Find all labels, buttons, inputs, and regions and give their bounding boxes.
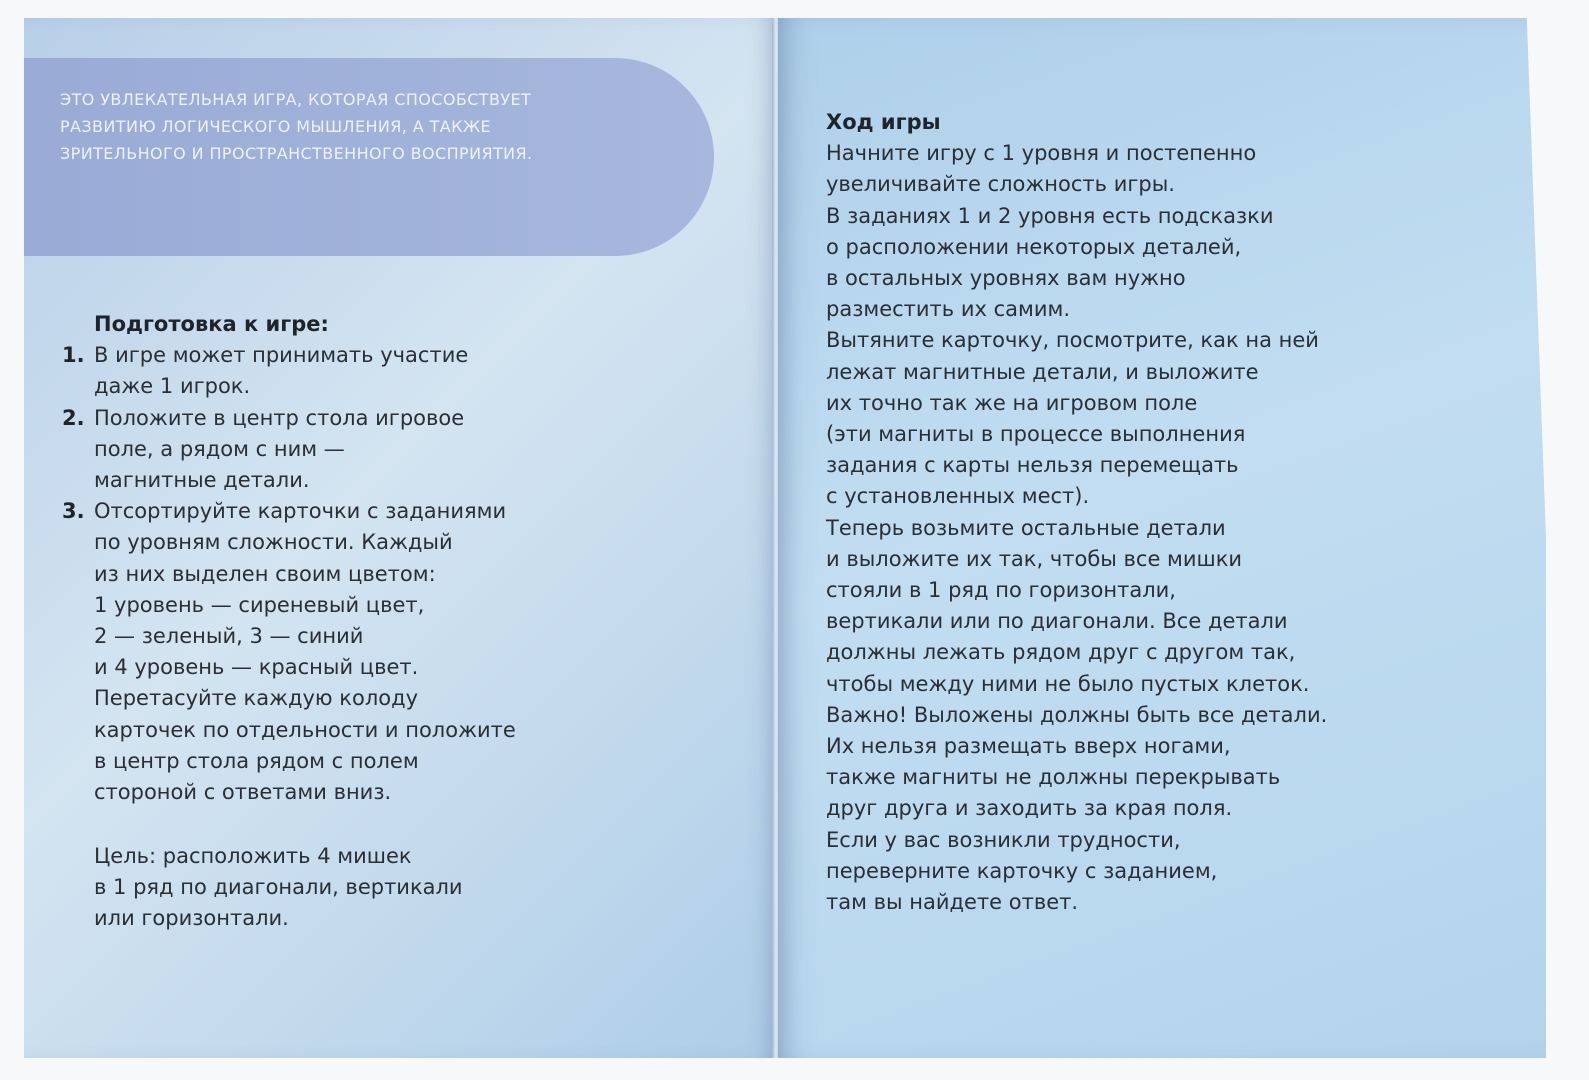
item-line: 1 уровень — сиреневый цвет, bbox=[94, 592, 425, 617]
gameplay-line: Если у вас возникли трудности, bbox=[826, 827, 1181, 852]
item-line: и 4 уровень — красный цвет. bbox=[94, 655, 419, 680]
item-line: Перетасуйте каждую колоду bbox=[94, 686, 419, 711]
intro-text bbox=[60, 86, 680, 167]
gameplay-line: лежат магнитные детали, и выложите bbox=[826, 359, 1259, 384]
gameplay-section bbox=[826, 107, 1466, 918]
gameplay-line: Их нельзя размещать вверх ногами, bbox=[826, 734, 1231, 759]
gameplay-line: стояли в 1 ряд по горизонтали, bbox=[826, 578, 1176, 603]
item-line: даже 1 игрок. bbox=[94, 374, 251, 399]
gameplay-line: чтобы между ними не было пустых клеток. bbox=[826, 671, 1310, 696]
gameplay-line: друг друга и заходить за края поля. bbox=[826, 796, 1233, 821]
gameplay-line: в остальных уровнях вам нужно bbox=[826, 266, 1186, 291]
item-line: В игре может принимать участие bbox=[94, 343, 469, 368]
preparation-list bbox=[62, 340, 662, 808]
gameplay-line: Важно! Выложены должны быть все детали. bbox=[826, 702, 1328, 727]
goal-line: Цель: расположить 4 мишек bbox=[94, 844, 412, 868]
item-line: карточек по отдельности и положите bbox=[94, 717, 516, 742]
gameplay-line: увеличивайте сложность игры. bbox=[826, 172, 1175, 197]
gameplay-line: Теперь возьмите остальные детали bbox=[826, 515, 1226, 540]
gameplay-line: В заданиях 1 и 2 уровня есть подсказки bbox=[826, 203, 1274, 228]
item-number: 3. bbox=[62, 499, 85, 524]
intro-line: ЭТО УВЛЕКАТЕЛЬНАЯ ИГРА, КОТОРАЯ СПОСОБСТВУЕТ bbox=[60, 90, 532, 109]
gameplay-line: их точно так же на игровом поле bbox=[826, 390, 1198, 415]
preparation-section bbox=[62, 309, 662, 808]
gameplay-line: с установленных мест). bbox=[826, 484, 1090, 509]
gameplay-line: Вытяните карточку, посмотрите, как на ней bbox=[826, 328, 1319, 353]
gameplay-text bbox=[826, 138, 1466, 918]
gameplay-line: разместить их самим. bbox=[826, 297, 1071, 322]
item-line: стороной с ответами вниз. bbox=[94, 780, 392, 805]
gameplay-line: о расположении некоторых деталей, bbox=[826, 234, 1242, 259]
gameplay-line: должны лежать рядом друг с другом так, bbox=[826, 640, 1296, 665]
list-item bbox=[62, 403, 662, 497]
item-number: 2. bbox=[62, 405, 85, 430]
gameplay-line: там вы найдете ответ. bbox=[826, 890, 1079, 915]
intro-line: ЗРИТЕЛЬНОГО И ПРОСТРАНСТВЕННОГО ВОСПРИЯТИЯ. bbox=[60, 144, 533, 163]
item-line: в центр стола рядом с полем bbox=[94, 748, 419, 773]
item-line: из них выделен своим цветом: bbox=[94, 561, 436, 586]
goal-line: в 1 ряд по диагонали, вертикали bbox=[94, 875, 463, 900]
intro-line: РАЗВИТИЮ ЛОГИЧЕСКОГО МЫШЛЕНИЯ, А ТАКЖЕ bbox=[60, 117, 492, 136]
item-line: поле, а рядом с ним — bbox=[94, 436, 345, 461]
gameplay-line: вертикали или по диагонали. Все детали bbox=[826, 609, 1288, 634]
list-item bbox=[62, 496, 662, 808]
gameplay-line: (эти магниты в процессе выполнения bbox=[826, 422, 1246, 447]
item-line: Отсортируйте карточки с заданиями bbox=[94, 499, 507, 524]
item-line: Положите в центр стола игровое bbox=[94, 405, 465, 430]
item-number: 1. bbox=[62, 343, 85, 368]
list-item bbox=[62, 340, 662, 402]
gameplay-line: задания с карты нельзя перемещать bbox=[826, 453, 1239, 478]
gameplay-heading: Ход игры bbox=[826, 110, 941, 134]
goal-line: или горизонтали. bbox=[94, 906, 289, 931]
item-line: магнитные детали. bbox=[94, 468, 310, 493]
gameplay-line: переверните карточку с заданием, bbox=[826, 858, 1218, 883]
preparation-heading: Подготовка к игре: bbox=[94, 312, 329, 336]
goal-paragraph bbox=[94, 841, 654, 935]
gameplay-line: Начните игру с 1 уровня и постепенно bbox=[826, 141, 1257, 166]
item-line: 2 — зеленый, 3 — синий bbox=[94, 624, 364, 649]
item-line: по уровням сложности. Каждый bbox=[94, 530, 453, 555]
gameplay-line: также магниты не должны перекрывать bbox=[826, 765, 1281, 790]
left-page bbox=[24, 18, 776, 1058]
gameplay-line: и выложите их так, чтобы все мишки bbox=[826, 546, 1243, 571]
